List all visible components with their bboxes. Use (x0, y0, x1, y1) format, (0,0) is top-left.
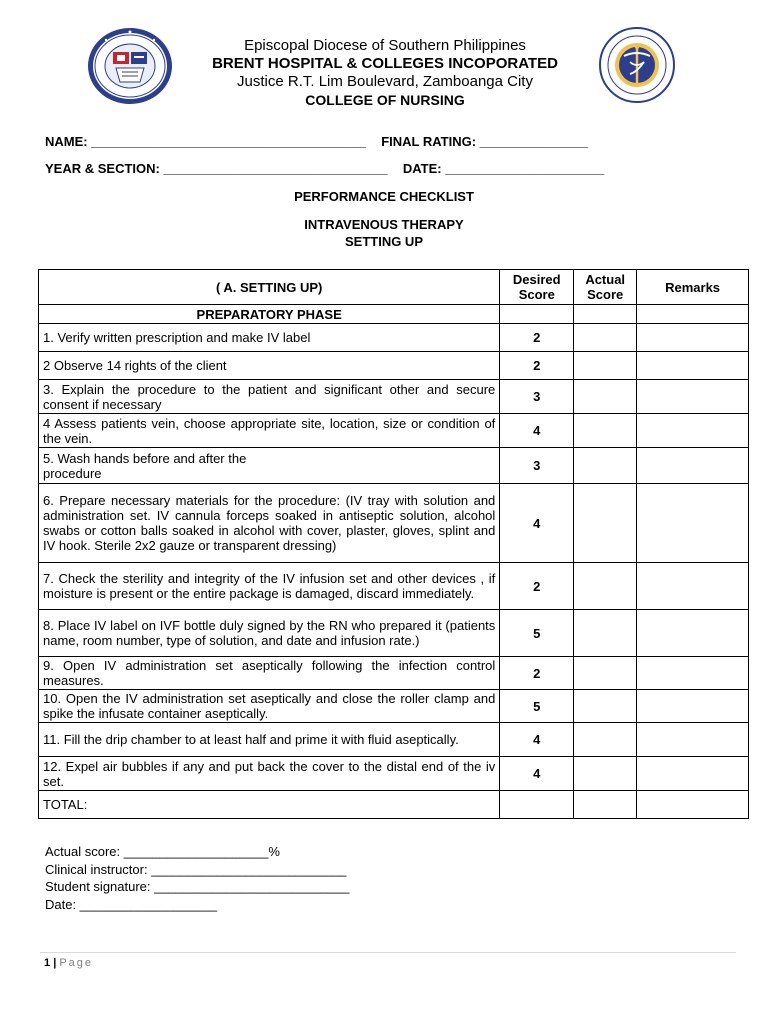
actual-score-cell[interactable] (574, 610, 637, 657)
remarks-cell[interactable] (637, 563, 749, 610)
actual-score-cell[interactable] (574, 563, 637, 610)
table-row (39, 757, 749, 791)
actual-score-cell[interactable] (574, 414, 637, 448)
desired-score: 3 (500, 448, 574, 484)
actual-score-field[interactable]: Actual score: ____________________% (45, 844, 280, 859)
footer-date-field[interactable]: Date: ___________________ (45, 896, 218, 912)
remarks-cell[interactable] (637, 757, 749, 791)
step-description: 9. Open IV administration set aseptically following the infection control measures. (39, 657, 500, 690)
step-description: 3. Explain the procedure to the patient and significant other and secure consent if necessary (39, 380, 500, 414)
year-section-field[interactable]: YEAR & SECTION: _______________________________ (45, 161, 388, 176)
table-row (39, 657, 749, 690)
step-description: 1. Verify written prescription and make IV label (39, 324, 500, 352)
total-label: TOTAL: (39, 791, 500, 819)
desired-score: 2 (500, 324, 574, 352)
desired-score: 4 (500, 484, 574, 563)
step-description: 4 Assess patients vein, choose appropriate site, location, size or condition of the vein. (39, 414, 500, 448)
step-description: 6. Prepare necessary materials for the procedure: (IV tray with solution and administration set. IV cannula forceps soaked in antiseptic solution, alcohol swabs or cotton balls soaked in alcohol with cover, plaster, gloves, splint and IV hook. Sterile 2x2 gauze or transparent dressing) (39, 484, 500, 563)
actual-score-cell[interactable] (574, 757, 637, 791)
desired-score: 3 (500, 380, 574, 414)
total-remarks-cell[interactable] (637, 791, 749, 819)
procedure-subtitle: SETTING UP (344, 234, 423, 249)
procedure-title: INTRAVENOUS THERAPY (304, 217, 464, 232)
desired-score: 5 (500, 610, 574, 657)
page-number-value: 1 (44, 957, 51, 969)
date-field[interactable]: DATE: ______________________ (402, 161, 605, 176)
page-number (44, 957, 93, 969)
page-separator: | (53, 957, 57, 969)
total-actual-cell[interactable] (574, 791, 637, 819)
desired-score: 4 (500, 414, 574, 448)
actual-score-cell[interactable] (574, 690, 637, 723)
phase-desired-cell (500, 305, 574, 324)
desired-score: 2 (500, 352, 574, 380)
table-row (39, 723, 749, 757)
total-desired-cell (500, 791, 574, 819)
phase-row (39, 305, 749, 324)
performance-checklist-table (38, 269, 749, 819)
diocese-name: Episcopal Diocese of Southern Philippines (244, 37, 526, 54)
desired-score: 4 (500, 757, 574, 791)
actual-score-cell[interactable] (574, 352, 637, 380)
step-description: 11. Fill the drip chamber to at least half and prime it with fluid aseptically. (39, 723, 500, 757)
total-row (39, 791, 749, 819)
table-row (39, 352, 749, 380)
institution-name: BRENT HOSPITAL & COLLEGES INCOPORATED (212, 55, 558, 72)
checklist-title: PERFORMANCE CHECKLIST (294, 189, 474, 204)
table-row (39, 414, 749, 448)
name-field[interactable]: NAME: ______________________________________ (45, 134, 366, 149)
final-rating-field[interactable]: FINAL RATING: _______________ (381, 134, 589, 149)
step-description: 7. Check the sterility and integrity of the IV infusion set and other devices , if moisture is present or the entire package is damaged, discard immediately. (39, 563, 500, 610)
table-row (39, 610, 749, 657)
desired-score: 4 (500, 723, 574, 757)
table-row (39, 690, 749, 723)
table-row (39, 380, 749, 414)
table-row (39, 324, 749, 352)
table-row (39, 448, 749, 484)
step-description: 2 Observe 14 rights of the client (39, 352, 500, 380)
desired-score: 2 (500, 563, 574, 610)
phase-remarks-cell[interactable] (637, 305, 749, 324)
desired-score: 5 (500, 690, 574, 723)
name-rating-row (45, 134, 604, 161)
actual-score-cell[interactable] (574, 723, 637, 757)
table-row (39, 563, 749, 610)
remarks-cell[interactable] (637, 352, 749, 380)
remarks-cell[interactable] (637, 723, 749, 757)
footer-divider (40, 952, 736, 953)
actual-score-cell[interactable] (574, 484, 637, 563)
remarks-cell[interactable] (637, 324, 749, 352)
phase-actual-cell[interactable] (574, 305, 637, 324)
page-word: Page (59, 957, 94, 969)
institution-address: Justice R.T. Lim Boulevard, Zamboanga City (237, 73, 533, 90)
actual-score-cell[interactable] (574, 448, 637, 484)
remarks-header: Remarks (637, 270, 749, 305)
remarks-cell[interactable] (637, 690, 749, 723)
year-date-row (45, 161, 604, 188)
remarks-cell[interactable] (637, 657, 749, 690)
table-header-row (39, 270, 749, 305)
student-info-fields (45, 134, 604, 188)
step-description: 10. Open the IV administration set aseptically and close the roller clamp and spike the infusate container aseptically. (39, 690, 500, 723)
remarks-cell[interactable] (637, 484, 749, 563)
actual-score-cell[interactable] (574, 657, 637, 690)
remarks-cell[interactable] (637, 414, 749, 448)
institution-header (150, 37, 620, 109)
college-name: COLLEGE OF NURSING (305, 92, 465, 108)
table-row (39, 484, 749, 563)
desired-score: 2 (500, 657, 574, 690)
clinical-instructor-field[interactable]: Clinical instructor: ___________________________ (45, 861, 347, 877)
actual-score-header: Actual Score (574, 270, 637, 305)
section-header: ( A. SETTING UP) (39, 270, 500, 305)
desired-score-header: Desired Score (500, 270, 574, 305)
actual-score-cell[interactable] (574, 324, 637, 352)
remarks-cell[interactable] (637, 448, 749, 484)
remarks-cell[interactable] (637, 380, 749, 414)
student-signature-field[interactable]: Student signature: ___________________________ (45, 879, 350, 894)
checklist-titles (0, 189, 768, 251)
actual-score-cell[interactable] (574, 380, 637, 414)
phase-label: PREPARATORY PHASE (39, 305, 500, 324)
step-description: 12. Expel air bubbles if any and put back the cover to the distal end of the iv set. (39, 757, 500, 791)
signature-fields (45, 843, 349, 913)
step-description: 5. Wash hands before and after the procedure (39, 448, 500, 484)
step-description: 8. Place IV label on IVF bottle duly signed by the RN who prepared it (patients name, room number, type of solution, and date and infusion rate.) (39, 610, 500, 657)
remarks-cell[interactable] (637, 610, 749, 657)
